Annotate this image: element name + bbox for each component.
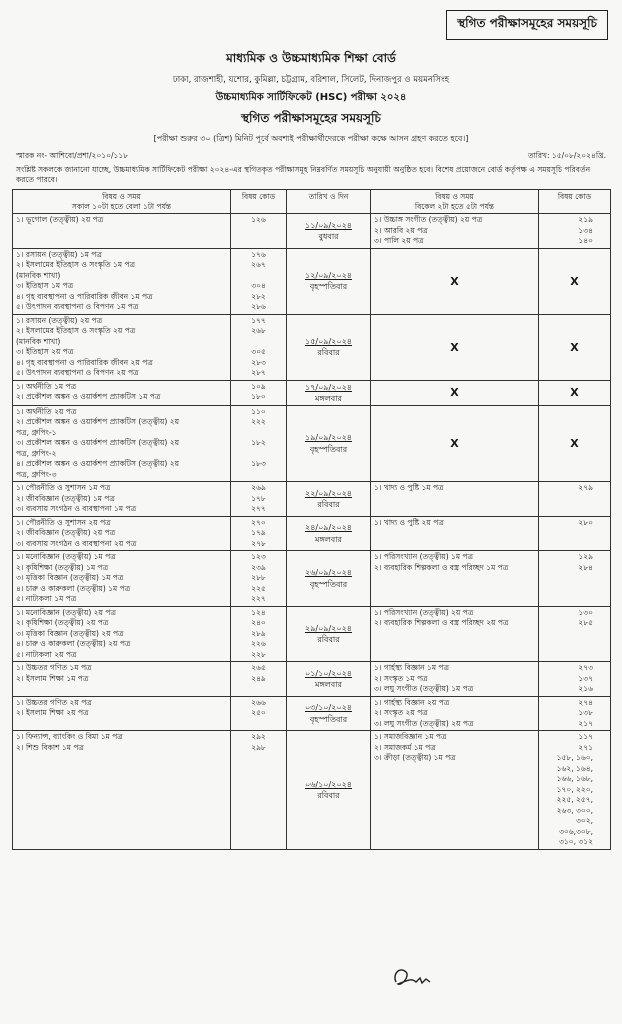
table-header-row <box>13 190 611 214</box>
subject-code: ১৭৮ <box>251 493 266 503</box>
afternoon-subjects <box>371 662 539 697</box>
subject-code: ২৬৩, ৩০০, <box>556 805 593 815</box>
exam-date: ০১/১০/২০২৪ <box>305 668 352 678</box>
exam-date: ১৭/০৯/২০২৪ <box>305 382 352 392</box>
morning-subject: ৫। উৎপাদন ব্যবস্থাপনা ও বিপণন ২য় পত্র <box>16 368 139 377</box>
afternoon-subject: ২। সংস্কৃত ২য় পত্র <box>374 708 428 718</box>
morning-subject: ৪। চারু ও কারুকলা (তত্ত্বীয়) ২য় পত্র <box>16 639 131 649</box>
subject-code: ২৮৪ <box>578 562 593 572</box>
morning-subject: পত্র, গ্রুপিং-৩ <box>16 469 57 479</box>
exam-day: বৃহস্পতিবার <box>309 714 348 724</box>
morning-subject: ২। কৃষিশিক্ষা (তত্ত্বীয়) ২য় পত্র <box>16 618 109 628</box>
morning-codes <box>231 314 287 380</box>
exam-day: বৃহস্পতিবার <box>309 579 348 589</box>
afternoon-subject: ৩। লঘু সংগীত (তত্ত্বীয়) ১ম পত্র <box>374 684 474 694</box>
morning-subject: ৩। ইতিহাস ১ম পত্র <box>16 281 74 290</box>
morning-subject: পত্র, গ্রুপিং-১ <box>16 427 57 437</box>
morning-codes <box>231 606 287 662</box>
afternoon-subject <box>374 806 535 817</box>
morning-codes <box>231 405 287 482</box>
morning-subject: ২। জীববিজ্ঞান (তত্ত্বীয়) ১ম পত্র <box>16 493 115 503</box>
morning-subjects <box>13 314 231 380</box>
exam-day: রবিবার <box>317 348 340 357</box>
morning-subject: ২। কৃষিশিক্ষা (তত্ত্বীয়) ১ম পত্র <box>16 562 109 572</box>
exam-day: বুধবার <box>318 231 339 241</box>
morning-subject: ২। ইসলাম শিক্ষা ১ম পত্র <box>16 673 89 683</box>
board-cities: ঢাকা, রাজশাহী, যশোর, কুমিল্লা, চট্টগ্রাম, বরিশাল, সিলেট, দিনাজপুর ও ময়মনসিংহ <box>172 75 450 85</box>
subject-code: ২৭৯ <box>578 483 593 493</box>
morning-subjects <box>13 606 231 662</box>
exam-date-cell <box>287 662 371 697</box>
exam-day: মঙ্গলবার <box>315 680 342 690</box>
header-afternoon: বিষয় ও সময় বিকেল ২টা হতে ৫টা পর্যন্ত <box>371 190 539 214</box>
exam-date: ১১/০৯/২০২৪ <box>305 220 352 230</box>
exam-day: রবিবার <box>317 500 340 510</box>
morning-subject: ৪। গৃহ ব্যবস্থাপনা ও পারিবারিক জীবন ২য় পত্র <box>16 357 153 367</box>
table-row <box>13 314 611 380</box>
morning-subject: ২। প্রকৌশল অঙ্কন ও ওয়ার্কশপ প্র্যাকটিস (তত্ত্বীয়) ২য় <box>16 417 180 427</box>
morning-subjects <box>13 731 231 850</box>
afternoon-subject: ১। গার্হস্থ্য বিজ্ঞান ১ম পত্র <box>374 663 450 673</box>
morning-codes <box>231 214 287 249</box>
subject-code: ২৭৪ <box>578 697 593 707</box>
subject-code: ২৮৬ <box>251 302 266 311</box>
subject-code <box>234 428 283 439</box>
exam-date-cell <box>287 606 371 662</box>
morning-subject: ১। মনোবিজ্ঞান (তত্ত্বীয়) ১ম পত্র <box>16 552 116 562</box>
subject-code: ২২৭ <box>251 594 266 604</box>
schedule-title: স্থগিত পরীক্ষাসমূহের সময়সূচি <box>241 111 381 125</box>
exam-day: বৃহস্পতিবার <box>309 282 348 291</box>
morning-subject: ১। রসায়ন (তত্ত্বীয়) ২য় পত্র <box>16 315 103 325</box>
afternoon-codes <box>539 662 611 697</box>
exam-date-cell <box>287 731 371 850</box>
exam-day: রবিবার <box>317 791 340 801</box>
morning-codes <box>231 696 287 731</box>
morning-subjects <box>13 405 231 482</box>
afternoon-subject: ১। উচ্চাঙ্গ সংগীত (তত্ত্বীয়) ২য় পত্র <box>374 215 483 224</box>
morning-codes <box>231 551 287 607</box>
signature <box>388 960 438 996</box>
afternoon-subject: ২। আরবি ২য় পত্র <box>374 225 428 235</box>
subject-code: ১৮০ <box>251 392 266 401</box>
exam-date-cell <box>287 248 371 314</box>
morning-subject: (মানবিক শাখা) <box>16 270 61 280</box>
subject-code: ৩০৫ <box>251 347 266 356</box>
subject-code: ৩০২, <box>575 816 593 826</box>
table-row <box>13 606 611 662</box>
morning-subjects <box>13 662 231 697</box>
afternoon-codes <box>539 696 611 731</box>
afternoon-subject <box>374 774 535 785</box>
morning-subject: ৪। গৃহ ব্যবস্থাপনা ও পারিবারিক জীবন ১ম পত্র <box>16 291 153 301</box>
morning-subject: (মানবিক শাখা) <box>16 336 61 346</box>
subject-code: ২৭৭ <box>251 504 266 514</box>
subject-code: ১৭৯ <box>251 528 266 538</box>
exam-date: ২৬/০৯/২০২৪ <box>305 568 352 578</box>
afternoon-subject: ৩। লঘু সংগীত (তত্ত্বীয়) ২য় পত্র <box>374 718 474 728</box>
morning-subject: ৩। মৃত্তিকা বিজ্ঞান (তত্ত্বীয়) ১ম পত্র <box>16 573 124 583</box>
intro-text: সংশ্লিষ্ট সকলকে জানানো যাচ্ছে, উচ্চমাধ্যমিক সার্টিফিকেট পরীক্ষা ২০২৪-এর স্থগিতকৃত পরীক্ষাসমূহ নিম্নবর্ণিত সময়সূচি অনুযায়ী অনুষ্ঠিত হবে। বিশেষ প্রয়োজনে বোর্ড কর্তৃপক্ষ এ সময়সূচি পরিবর্তন করতে পারবে। <box>16 165 591 185</box>
no-afternoon-exam: X <box>371 314 539 380</box>
subject-code: ২৯৮ <box>251 742 266 752</box>
morning-codes <box>231 482 287 517</box>
arrival-notice: [পরীক্ষা শুরুর ৩০ (ত্রিশ) মিনিট পূর্বে অবশ্যই পরীক্ষার্থীদেরকে পরীক্ষা কক্ষে আসন গ্রহণ করতে হবে।] <box>153 134 469 143</box>
subject-code <box>234 337 283 348</box>
header-date-day: তারিখ ও দিন <box>287 190 371 214</box>
morning-subject: ১। উচ্চতর গণিত ১ম পত্র <box>16 663 92 673</box>
table-row <box>13 380 611 405</box>
subject-code: ২৮৫ <box>578 618 593 628</box>
morning-subject: ৩। ব্যবসায় সংগঠন ও ব্যবস্থাপনা ২য় পত্র <box>16 538 137 548</box>
morning-subject: ১। অর্থনীতি ১ম পত্র <box>16 381 77 391</box>
morning-subjects <box>13 551 231 607</box>
morning-codes <box>231 731 287 850</box>
morning-subject: ১। রসায়ন (তত্ত্বীয়) ১ম পত্র <box>16 249 102 259</box>
afternoon-codes <box>539 214 611 249</box>
subject-code: ২৮৯ <box>251 628 266 638</box>
exam-date-cell <box>287 516 371 551</box>
subject-code: ২২৫, ২৫৭, <box>556 795 593 805</box>
afternoon-subject: ১। গার্হস্থ্য বিজ্ঞান ২য় পত্র <box>374 697 450 707</box>
subject-code <box>234 271 283 282</box>
subject-code: ১৮২ <box>251 438 266 448</box>
morning-subjects <box>13 696 231 731</box>
morning-subject: ১। পৌরনীতি ও সুশাসন ২য় পত্র <box>16 517 111 527</box>
exam-date: ২৯/০৯/২০২৪ <box>305 623 352 633</box>
exam-date: ২২/০৯/২০২৪ <box>305 488 352 498</box>
exam-date-cell <box>287 482 371 517</box>
morning-subject: ৩। প্রকৌশল অঙ্কন ও ওয়ার্কশপ প্র্যাকটিস (তত্ত্বীয়) ২য় <box>16 438 180 448</box>
afternoon-codes <box>539 551 611 607</box>
subject-code: ১৭০, ২২০, <box>556 784 593 794</box>
afternoon-subject: ২। ব্যবহারিক শিল্পকলা ও বস্ত্র পরিচ্ছদ ১ম পত্র <box>374 562 509 572</box>
afternoon-subject <box>374 816 535 827</box>
schedule-table <box>12 189 611 850</box>
morning-codes <box>231 662 287 697</box>
exam-date: ১৯/০৯/২০২৪ <box>305 433 352 443</box>
table-row <box>13 696 611 731</box>
morning-subject: ১। মনোবিজ্ঞান (তত্ত্বীয়) ২য় পত্র <box>16 607 116 617</box>
afternoon-codes <box>539 606 611 662</box>
exam-date-cell <box>287 214 371 249</box>
reference-row <box>12 151 610 163</box>
afternoon-subjects <box>371 696 539 731</box>
morning-subject: ৩। ব্যবসায় সংগঠন ও ব্যবস্থাপনা ১ম পত্র <box>16 504 137 514</box>
exam-day: বৃহস্পতিবার <box>309 444 348 454</box>
morning-subject: ২। জীববিজ্ঞান (তত্ত্বীয়) ২য় পত্র <box>16 528 116 538</box>
subject-code: ২৫০ <box>251 708 266 718</box>
subject-code: ২১৯ <box>578 215 593 224</box>
board-name: মাধ্যমিক ও উচ্চমাধ্যমিক শিক্ষা বোর্ড <box>226 51 396 65</box>
subject-code: ২৬৯ <box>251 483 266 493</box>
afternoon-subjects <box>371 482 539 517</box>
afternoon-subject: ১। খাদ্য ও পুষ্টি ১ম পত্র <box>374 483 444 493</box>
afternoon-subject: ২। ব্যবহারিক শিল্পকলা ও বস্ত্র পরিচ্ছদ ২য় পত্র <box>374 618 509 628</box>
exam-title: উচ্চমাধ্যমিক সার্টিফিকেট (HSC) পরীক্ষা ২০২৪ <box>215 92 407 103</box>
subject-code: ২৭০ <box>251 517 266 527</box>
exam-day: মঙ্গলবার <box>315 534 342 544</box>
subject-code: ১৫৮, ১৬০, <box>556 753 593 763</box>
no-afternoon-code: X <box>539 248 611 314</box>
subject-code: ২৩৯ <box>251 562 266 572</box>
subject-code: ২৪৯ <box>251 673 266 683</box>
subject-code: ১৩৪ <box>578 225 593 235</box>
no-afternoon-exam: X <box>371 248 539 314</box>
morning-subject: ১। ফিন্যান্স, ব্যাংকিং ও বিমা ১ম পত্র <box>16 732 123 742</box>
exam-date-cell <box>287 696 371 731</box>
no-afternoon-exam: X <box>371 380 539 405</box>
morning-subject: ৩। মৃত্তিকা বিজ্ঞান (তত্ত্বীয়) ২য় পত্র <box>16 628 124 638</box>
subject-code <box>234 449 283 460</box>
morning-subjects <box>13 482 231 517</box>
afternoon-subject: ২। সংস্কৃত ১ম পত্র <box>374 673 428 683</box>
subject-code: ১৩৮ <box>578 708 593 718</box>
morning-subject: ৫। নাট্যকলা ১ম পত্র <box>16 594 77 604</box>
subject-code: ১৩৭ <box>578 673 593 683</box>
exam-date: ১৫/০৯/২০২৪ <box>305 336 352 346</box>
table-row <box>13 551 611 607</box>
afternoon-subject: ৩। পালি ২য় পত্র <box>374 236 424 245</box>
subject-code: ১২৪ <box>251 607 266 617</box>
subject-code: ১৪০ <box>578 236 593 245</box>
no-afternoon-code: X <box>539 405 611 482</box>
exam-date: ১২/০৯/২০২৪ <box>305 270 352 280</box>
morning-subjects <box>13 214 231 249</box>
subject-code: ২২৮ <box>251 649 266 659</box>
exam-day: রবিবার <box>317 635 340 645</box>
afternoon-subject: ১। পরিসংখ্যান (তত্ত্বীয়) ১ম পত্র <box>374 552 474 562</box>
morning-subject: ২। শিশু বিকাশ ১ম পত্র <box>16 742 84 752</box>
subject-code: ১৩০ <box>578 607 593 617</box>
subject-code: ১৮৩ <box>251 459 266 469</box>
exam-date-cell <box>287 380 371 405</box>
table-row <box>13 248 611 314</box>
exam-date: ০৩/১০/২০২৪ <box>305 703 352 713</box>
morning-subjects <box>13 380 231 405</box>
morning-subject: ২। ইসলামের ইতিহাস ও সংস্কৃতি ২য় পত্র <box>16 326 136 335</box>
morning-subject: ২। প্রকৌশল অঙ্কন ও ওয়ার্কশপ প্র্যাকটিস ১ম পত্র <box>16 392 161 401</box>
exam-date-cell <box>287 405 371 482</box>
subject-code <box>234 470 283 481</box>
subject-code: ২৮৩ <box>251 357 266 367</box>
exam-date: ০৬/১০/২০২৪ <box>305 779 352 789</box>
morning-subject: ১। ভূগোল (তত্ত্বীয়) ২য় পত্র <box>16 215 104 224</box>
afternoon-subject: ২। সমাজকর্ম ১ম পত্র <box>374 742 436 752</box>
no-afternoon-exam: X <box>371 405 539 482</box>
subject-code: ১৭৬ <box>251 249 266 259</box>
subject-code: ১০৯ <box>251 381 266 391</box>
afternoon-codes <box>539 516 611 551</box>
subject-code: ১১০ <box>251 406 266 416</box>
afternoon-subjects <box>371 551 539 607</box>
afternoon-subject <box>374 827 535 838</box>
afternoon-subject: ১। খাদ্য ও পুষ্টি ২য় পত্র <box>374 517 444 527</box>
subject-code: ৩০৬,৩০৮, <box>558 826 593 836</box>
subject-code: ২৪০ <box>251 618 266 628</box>
subject-code: ২৬৮ <box>251 326 266 335</box>
exam-date: ২৪/০৯/২০২৪ <box>305 523 352 533</box>
exam-day: মঙ্গলবার <box>315 393 342 403</box>
table-row <box>13 405 611 482</box>
afternoon-subjects <box>371 214 539 249</box>
subject-code: ২৭৮ <box>251 538 266 548</box>
subject-code: ২৯২ <box>251 732 266 742</box>
afternoon-subject: ৩। ক্রীড়া (তত্ত্বীয়) ১ম পত্র <box>374 753 456 763</box>
subject-code: ২৮৭ <box>251 368 266 377</box>
morning-subject: ৪। প্রকৌশল অঙ্কন ও ওয়ার্কশপ প্র্যাকটিস (তত্ত্বীয়) ২য় <box>16 459 180 469</box>
subject-code: ১৭৭ <box>251 315 266 325</box>
exam-date-cell <box>287 314 371 380</box>
morning-subject: ১। পৌরনীতি ও সুশাসন ১ম পত্র <box>16 483 111 493</box>
table-row <box>13 516 611 551</box>
subject-code: ৩০৪ <box>251 281 266 290</box>
subject-code: ১২৬ <box>251 215 266 224</box>
header-morning: বিষয় ও সময় সকাল ১০টা হতে বেলা ১টা পর্যন্ত <box>13 190 231 214</box>
header-code-2: বিষয় কোড <box>539 190 611 214</box>
table-row <box>13 662 611 697</box>
subject-code: ২৮২ <box>251 291 266 301</box>
morning-subject: পত্র, গ্রুপিং-২ <box>16 448 57 458</box>
subject-code: ২৬৫ <box>251 663 266 673</box>
subject-code: ২১৭ <box>578 718 593 728</box>
morning-subject: ৪। চারু ও কারুকলা (তত্ত্বীয়) ১ম পত্র <box>16 583 131 593</box>
no-afternoon-code: X <box>539 380 611 405</box>
afternoon-subject <box>374 785 535 796</box>
afternoon-codes <box>539 482 611 517</box>
table-row <box>13 731 611 850</box>
subject-code: ১১৭ <box>578 732 593 742</box>
morning-subject: ২। ইসলাম শিক্ষা ২য় পত্র <box>16 708 89 718</box>
table-row <box>13 214 611 249</box>
afternoon-subjects <box>371 606 539 662</box>
subject-code: ২২২ <box>251 417 266 427</box>
table-row <box>13 482 611 517</box>
morning-subject: ৫। নাট্যকলা ২য় পত্র <box>16 649 77 659</box>
afternoon-subjects <box>371 731 539 850</box>
exam-date-cell <box>287 551 371 607</box>
no-afternoon-code: X <box>539 314 611 380</box>
issue-date: তারিখ: ১৫/০৮/২০২৪খ্রি. <box>527 151 606 160</box>
subject-code: ১২৯ <box>578 552 593 562</box>
afternoon-codes <box>539 731 611 850</box>
subject-code: ৩১০, ৩১২ <box>558 837 593 847</box>
afternoon-subject: ১। পরিসংখ্যান (তত্ত্বীয়) ২য় পত্র <box>374 607 474 617</box>
afternoon-subject <box>374 764 535 775</box>
subject-code: ২৮৮ <box>251 573 266 583</box>
subject-code: ২২৫ <box>251 583 266 593</box>
subject-code: ২৭৩ <box>578 663 593 673</box>
morning-codes <box>231 380 287 405</box>
morning-subject: ১। অর্থনীতি ২য় পত্র <box>16 406 77 416</box>
afternoon-subject: ১। সমাজবিজ্ঞান ১ম পত্র <box>374 732 447 742</box>
morning-subject: ৫। উৎপাদন ব্যবস্থাপনা ও বিপণন ১ম পত্র <box>16 302 139 311</box>
subject-code: ২১৬ <box>578 684 593 694</box>
subject-code: ১৬৬, ১৬৮, <box>556 774 593 784</box>
morning-codes <box>231 248 287 314</box>
subject-code: ১৬২, ১৬৪, <box>556 763 593 773</box>
morning-subject: ৩। ইতিহাস ২য় পত্র <box>16 347 74 356</box>
morning-codes <box>231 516 287 551</box>
morning-subjects <box>13 516 231 551</box>
subject-code: ১২৩ <box>251 552 266 562</box>
header-code: বিষয় কোড <box>231 190 287 214</box>
subject-code: ২২৬ <box>251 639 266 649</box>
afternoon-subject <box>374 795 535 806</box>
morning-subject: ২। ইসলামের ইতিহাস ও সংস্কৃতি ১ম পত্র <box>16 260 136 269</box>
subject-code: ২৮০ <box>578 517 593 527</box>
morning-subject: ১। উচ্চতর গণিত ২য় পত্র <box>16 697 92 707</box>
morning-subjects <box>13 248 231 314</box>
afternoon-subjects <box>371 516 539 551</box>
subject-code: ২৬৬ <box>251 697 266 707</box>
title-box: স্থগিত পরীক্ষাসমূহের সময়সূচি <box>446 10 608 40</box>
afternoon-subject <box>374 837 535 848</box>
subject-code: ২৭১ <box>578 742 593 752</box>
memo-number: স্মারক নং- আশিবো/প্রশা/২০১০/১১৮ <box>16 151 129 160</box>
subject-code: ২৬৭ <box>251 260 266 269</box>
